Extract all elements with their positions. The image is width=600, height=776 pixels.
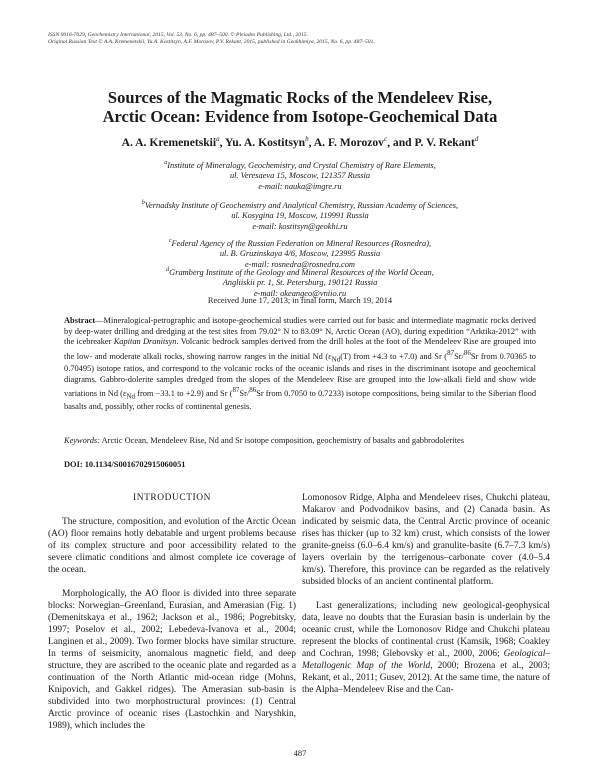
affil-mark: c [168,238,172,244]
author-affil-mark: c [383,135,388,143]
body-column-right [302,492,550,708]
author-affil-mark: d [474,135,479,143]
abstract-label: Abstract [64,316,96,325]
received-date: Received June 17, 2013; in final form, March 19, 2014 [207,296,393,305]
superscript: 87 [232,386,240,395]
body-column-left [48,492,296,744]
author-affil-mark: b [305,135,309,143]
affiliation-b [100,198,500,232]
superscript: 87 [447,348,455,357]
affil-address: ul. B. Gruzinskaya 4/6, Moscow, 123995 Russia [219,249,381,259]
abstract-text: Sr/ [454,351,464,361]
keywords [64,436,536,447]
title-line-1: Sources of the Magmatic Rocks of the Mendeleev Rise, [107,88,493,107]
page-number: 487 [293,749,307,758]
abstract: Abstract—Mineralogical-petrographic and isotope-geochemical studies were carried out for basic and intermediate magmatic rocks derived by deep-water drilling and dredging at the test sites from 79.02° N to 83.09° N, Arctic Ocean (AO), during expedition “Arktika-2012” with the icebreaker Kapitan Dranitsyn. Volcanic bedrock samples derived from the drill holes at the foot of the Mendeleev Rise are grouped into the low- and moderate alkali rocks, showing narrow ranges in the initial Nd ($\varepsilon_{Nd}(T)$ from +4.3 to +7.0) and Sr ($^{87}$Sr/$^{86}$Sr from 0.70365 to 0.70495) isotope ratios, and correspond to the volcanic rocks of the oceanic islands and rises in the discriminant isotope and geochemical diagrams. Gabbro-dolerite samples dredged from the slopes of the Mendeleev Rise are grouped into the low-alkali field and show wide variations in Nd ($\varepsilon_{Nd}$ from −33.1 to +2.9) and Sr ($^{87}$Sr/$^{86}$Sr from 0.7050 to 0.7233) isotope compositions, being similar to the Siberian flood basalts and, possibly, other rocks of continental genesis. [64,316,537,412]
affil-line: Vernadsky Institute of Geochemistry and Analytical Chemistry, Russian Academy of Sciences, [144,200,459,210]
original-text-line: Original Russian Text © A.A. Kremenetskii, Yu.A. Kostitsyn, A.F. Morozov, P.V. Rekant, 2015, published in Geokhimiya, 2015, No. 6, pp. 487–501. [48,39,375,45]
affil-mark: b [141,200,145,206]
author-list [40,132,560,150]
author-separator: , [219,135,225,149]
abstract-text: Sr from 0.70365 to 0.70495) isotope ratios, and correspond to the volcanic rocks of the oceanic islands and rises in the discriminant isotope and geochemical diagrams. Gabbro-dolerite samples dredged from the slopes of the Mendeleev Rise are grouped into the low-alkali field and show wide variations in Nd (ε [64,351,536,399]
affil-line: Institute of Mineralogy, Geochemistry, and Crystal Chemistry of Rare Elements, [167,160,436,170]
subscript: Nd [126,392,136,401]
body-paragraph: Morphologically, the AO floor is divided into three separate blocks: Norwegian–Greenland, Eurasian, and Amerasian (Fig. 1) (Demenitskaya et al., 1962; Jackson et al., 1986; Pogrebitsky, 1997; Poselov et al., 2002; Lebedeva-Ivanova et al., 2004; Langinen et al., 2009). Two former blocks have similar structure. In terms of seismicity, anomalous magnetic field, and deep structure, they are ascribed to the oceanic plate and regarded as a continuation of the North Atlantic mid-ocean ridge (Mohns, Knipovich, and Gakkel ridges). The Amerasian sub-basin is subdivided into two morphostructural provinces: (1) Central Arctic province of oceanic rises (Lastochkin and Naryshkin, 1989), which includes the [48,589,296,731]
section-heading: INTRODUCTION [132,493,212,503]
author-separator: , [308,135,314,149]
author-name: P. V. Rekant [414,135,475,149]
journal-header-line: ISSN 0016-7029, Geochemistry International, 2015, Vol. 53, No. 6, pp. 487–500. © Pleiades Publishing, Ltd., 2015. [48,32,308,38]
affil-address: Angliiskii pr. 1, St. Petersburg, 190121 Russia [222,278,378,288]
abstract-text: Mineralogical-petrographic and isotope-geochemical studies were carried out for basic and intermediate magmatic rocks derived by deep-water drilling and dredging at the test sites from 79.02° N to 83.09° N, Arctic Ocean (AO), during expedition “Arktika-2012” with the icebreaker [64,316,536,346]
abstract-text: (T) from +4.3 to +7.0) and Sr ( [340,351,448,361]
author-name: Yu. A. Kostitsyn [225,135,306,149]
abstract-text: from −33.1 to +2.9) and Sr ( [135,389,233,399]
abstract-text: Sr/ [239,389,250,399]
author-name: A. A. Kremenetskii [121,135,217,149]
affiliation-a [100,158,500,192]
article-title [40,88,560,126]
superscript: 86 [463,348,471,357]
affil-line: Federal Agency of the Russian Federation on Mineral Resources (Rosnedra), [171,238,432,248]
doi[interactable]: DOI: 10.1134/S0016702915060051 [64,460,186,469]
affil-line: Gramberg Institute of the Geology and Mineral Resources of the World Ocean, [169,267,434,277]
cited-title: Geological–Metallogenic Map of the World [302,649,550,671]
affil-email[interactable]: e-mail: rosnedra@rosnedra.com [245,259,355,269]
affiliation-d [100,265,500,299]
ship-name: Kapitan Dranitsyn [113,337,177,346]
body-paragraph [302,600,550,696]
body-paragraph: The structure, composition, and evolution of the Arctic Ocean (AO) floor remains hotly debatable and urgent problems because of its complex structure and poor accessibility related to the severe climatic conditions and almost complete ice coverage of the ocean. [48,517,296,575]
keywords-text: Arctic Ocean, Mendeleev Rise, Nd and Sr isotope composition, geochemistry of basalts and gabbrodolerites [99,436,464,445]
body-paragraph: Lomonosov Ridge, Alpha and Mendeleev rises, Chukchi plateau, Makarov and Podvodnikov basins, and (2) Canada basin. As indicated by seismic data, the Central Arctic province of oceanic rises has thicker (up to 32 km) crust, which consists of the lower granite-gneiss (6.0–6.4 km/s) and granulite-basite (6.7–7.3 km/s) layers overlain by the terrigenous–carbonate cover (4.0–5.4 km/s). Therefore, this province can be regarded as the relatively subsided blocks of an ancient continental platform. [302,493,550,587]
paragraph-text: , 2000; Brozena et al., 2003; Rekant, et al., 2011; Gusev, 2012). At the same time, the nature of the Alpha–Mendeleev Rise and the Can- [302,661,550,695]
abstract-text: . Volcanic bedrock samples derived from the drill holes at the foot of the Mendeleev Rise are grouped into the low- and moderate alkali rocks, showing narrow ranges in the initial Nd (ε [64,337,536,361]
affil-address: ul. Veresaeva 15, Moscow, 121357 Russia [229,171,371,181]
affil-email[interactable]: e-mail: nauka@imgre.ru [258,181,342,191]
author-name: A. F. Morozov [313,135,384,149]
superscript: 86 [249,386,257,395]
author-affil-mark: a [216,135,220,143]
affil-email[interactable]: e-mail: kostitsyn@geokhi.ru [252,221,348,231]
affil-mark: d [166,267,170,273]
abstract-text: Sr from 0.7050 to 0.7233) isotope compositions, being similar to the Siberian flood basalts and, possibly, other rocks of continental genesis. [64,389,537,412]
subscript: Nd [331,354,341,363]
paragraph-text: Last generalizations, including new geological-geophysical data, leave no doubts that the Eurasian basin is underlain by the oceanic crust, while the Lomonosov Ridge and Chukchi plateau represent the blocks of continental crust (Kamsik, 1968; Coakley and Cochran, 1998; Glebovsky et al., 2000, 2006; [302,601,550,659]
affil-email[interactable]: e-mail: okeangeo@vniio.ru [253,288,347,298]
title-line-2: Arctic Ocean: Evidence from Isotope-Geochemical Data [102,107,498,126]
affil-mark: a [164,160,168,166]
keywords-label: Keywords: [64,436,100,445]
affil-address: ul. Kosygina 19, Moscow, 119991 Russia [231,211,369,221]
author-separator: , and [387,135,415,149]
